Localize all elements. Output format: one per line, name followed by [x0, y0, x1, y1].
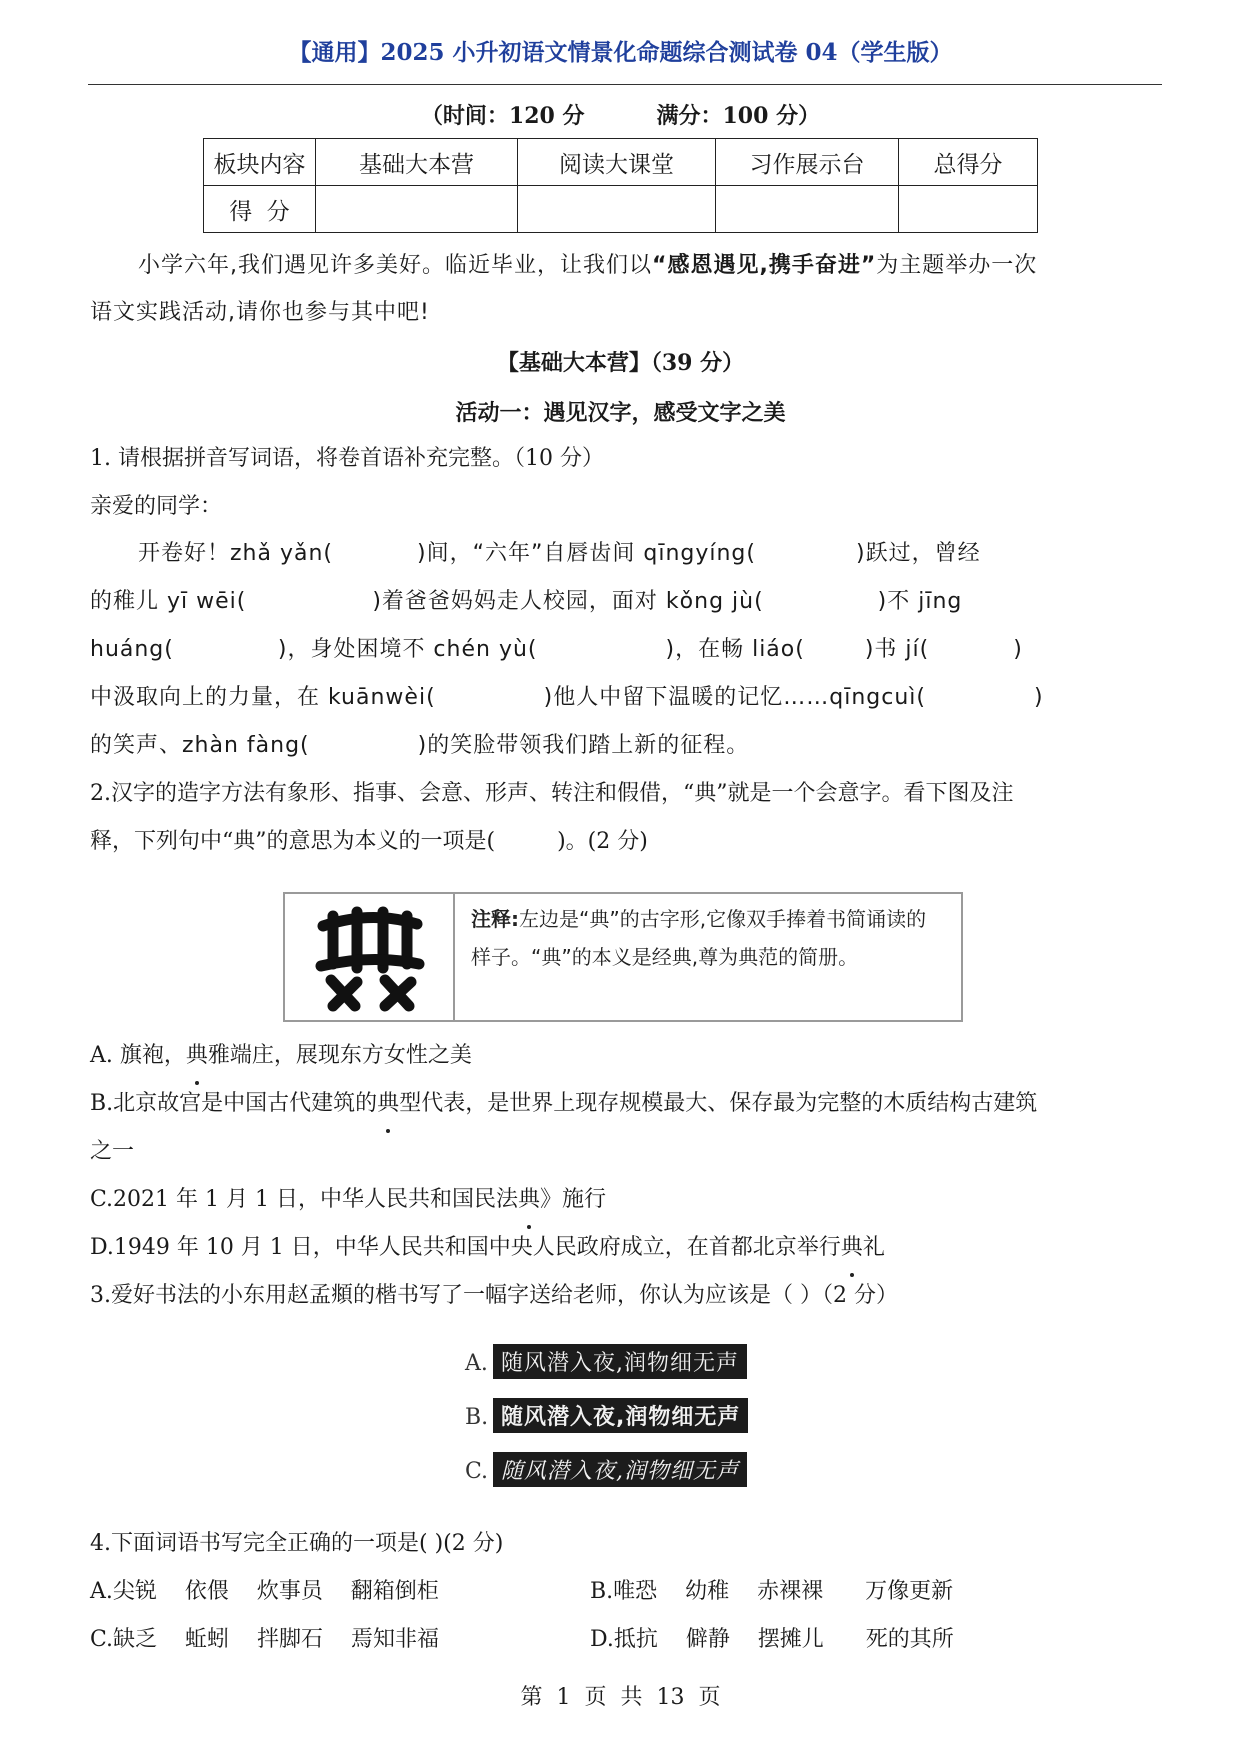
header-divider — [88, 84, 1162, 85]
q1-text: huáng( — [90, 637, 174, 662]
option-letter: A. — [465, 1351, 488, 1376]
intro-theme: “感恩遇见,携手奋进” — [652, 253, 877, 278]
q2-option-c[interactable] — [90, 1176, 606, 1223]
score-cell[interactable] — [518, 186, 716, 233]
q1-line-1 — [138, 530, 981, 577]
character-note-figure — [283, 892, 963, 1022]
option-text: 》施行 — [540, 1187, 607, 1212]
option-text: A. 旗袍， — [90, 1043, 186, 1068]
calligraphy-option-c[interactable] — [465, 1452, 747, 1487]
calligraphy-strip: 随风潜入夜,润物细无声 — [493, 1344, 747, 1379]
q1-text: )，在畅 liáo( — [665, 637, 805, 662]
question-4-stem: 4.下面词语书写完全正确的一项是( )(2 分) — [90, 1531, 504, 1556]
q1-text: )不 jīng — [877, 589, 963, 614]
emphasis-char: 典 — [841, 1224, 863, 1271]
q2-option-a[interactable] — [90, 1032, 472, 1079]
score-table-header: 阅读大课堂 — [518, 139, 716, 186]
q2-option-b[interactable] — [90, 1080, 1037, 1127]
emphasis-char: 典 — [518, 1176, 540, 1223]
note-divider — [453, 894, 455, 1020]
q2-text: )。(2 分) — [557, 829, 648, 854]
q1-text: 中汲取向上的力量，在 kuānwèi( — [90, 685, 436, 710]
score-table-header: 板块内容 — [204, 139, 316, 186]
q1-line-5 — [90, 722, 749, 769]
calligraphy-strip: 随风潜入夜,润物细无声 — [493, 1398, 748, 1433]
option-text: 礼 — [862, 1235, 885, 1260]
q2-option-b-continued: 之一 — [90, 1139, 135, 1164]
option-letter: B. — [465, 1405, 489, 1430]
option-text: B.北京故宫是中国古代建筑的 — [90, 1091, 378, 1116]
intro-line-1 — [138, 242, 1037, 289]
emphasis-char: 典 — [377, 1080, 399, 1127]
q4-option-a[interactable]: A.尖锐 依偎 炊事员 翻箱倒柜 — [90, 1579, 439, 1604]
score-cell[interactable] — [716, 186, 899, 233]
q1-text: )的笑脸带领我们踏上新的征程。 — [417, 733, 750, 758]
note-text — [471, 900, 941, 976]
q1-text: )跃过，曾经 — [855, 541, 981, 566]
score-table-header: 习作展示台 — [716, 139, 899, 186]
question-1-stem: 1. 请根据拼音写词语，将卷首语补充完整。（10 分） — [90, 446, 604, 471]
score-table-header: 基础大本营 — [316, 139, 518, 186]
note-label: 注释: — [471, 907, 519, 931]
exam-time: （时间：120 分 — [420, 103, 585, 129]
emphasis-char: 典 — [186, 1032, 208, 1079]
q1-line-3 — [90, 626, 1023, 673]
question-2-stem-line-1: 2.汉字的造字方法有象形、指事、会意、形声、转注和假借，“典”就是一个会意字。看下图及注 — [90, 781, 1014, 806]
score-table-header: 总得分 — [899, 139, 1038, 186]
q1-text: )他人中留下温暖的记忆……qīngcuì( — [543, 685, 926, 710]
q1-line-4 — [90, 674, 1044, 721]
q1-text: )，身处困境不 chén yù( — [277, 637, 538, 662]
q1-text: ) — [1033, 685, 1044, 710]
q1-text: 开卷好！zhǎ yǎn( — [138, 541, 333, 566]
score-cell[interactable] — [316, 186, 518, 233]
ancient-dian-glyph-icon — [311, 902, 429, 1012]
salutation: 亲爱的同学： — [90, 494, 223, 519]
calligraphy-option-b[interactable] — [465, 1398, 748, 1433]
score-cell[interactable] — [899, 186, 1038, 233]
option-text: D.1949 年 10 月 1 日，中华人民共和国中央人民政府成立，在首都北京举行 — [90, 1235, 841, 1260]
exam-full-score: 满分：100 分） — [656, 103, 821, 129]
q1-text: ) — [1013, 637, 1023, 662]
option-text: C.2021 年 1 月 1 日，中华人民共和国民法 — [90, 1187, 518, 1212]
document-title: 【通用】2025 小升初语文情景化命题综合测试卷 04（学生版） — [288, 39, 953, 66]
q1-text: )着爸爸妈妈走人校园，面对 kǒng jù( — [372, 589, 764, 614]
page-number: 第 1 页 共 13 页 — [520, 1685, 721, 1710]
option-letter: C. — [465, 1459, 489, 1484]
q1-text: 的笑声、zhàn fàng( — [90, 733, 310, 758]
q4-option-b[interactable]: B.唯恐 幼稚 赤裸裸 万像更新 — [590, 1579, 954, 1604]
exam-meta — [0, 99, 1241, 130]
question-3-stem: 3.爱好书法的小东用赵孟頫的楷书写了一幅字送给老师，你认为应该是（ ）（2 分） — [90, 1283, 898, 1308]
q4-option-d[interactable]: D.抵抗 僻静 摆摊儿 死的其所 — [590, 1627, 954, 1652]
score-row-label: 得 分 — [204, 186, 316, 233]
intro-text: 小学六年,我们遇见许多美好。临近毕业，让我们以 — [138, 253, 652, 278]
section-title: 【基础大本营】（39 分） — [496, 350, 745, 376]
intro-text: 为主题举办一次 — [876, 253, 1038, 278]
activity-title: 活动一：遇见汉字，感受文字之美 — [455, 400, 786, 426]
score-table — [203, 138, 1038, 233]
intro-line-2: 语文实践活动,请你也参与其中吧! — [90, 300, 430, 325]
score-table-row — [204, 186, 1038, 233]
q4-option-c[interactable]: C.缺乏 蚯蚓 拌脚石 焉知非福 — [90, 1627, 439, 1652]
calligraphy-option-a[interactable] — [465, 1344, 747, 1379]
q1-text: )书 jí( — [864, 637, 930, 662]
q1-text: )间，“六年”自唇齿间 qīngyíng( — [417, 541, 756, 566]
option-text: 雅端庄，展现东方女性之美 — [207, 1043, 472, 1068]
option-text: 型代表，是世界上现存规模最大、保存最为完整的木质结构古建筑 — [399, 1091, 1038, 1116]
score-table-header-row — [204, 139, 1038, 186]
q2-option-d[interactable] — [90, 1224, 885, 1271]
q2-text: 释，下列句中“典”的意思为本义的一项是( — [90, 829, 496, 854]
question-2-stem-line-2 — [90, 818, 648, 865]
q1-text: 的稚儿 yī wēi( — [90, 589, 247, 614]
q1-line-2 — [90, 578, 962, 625]
calligraphy-strip: 随风潜入夜,润物细无声 — [493, 1452, 747, 1487]
note-body: 左边是“典”的古字形,它像双手捧着书简诵读的样子。“典”的本义是经典,尊为典范的简册。 — [471, 907, 927, 969]
